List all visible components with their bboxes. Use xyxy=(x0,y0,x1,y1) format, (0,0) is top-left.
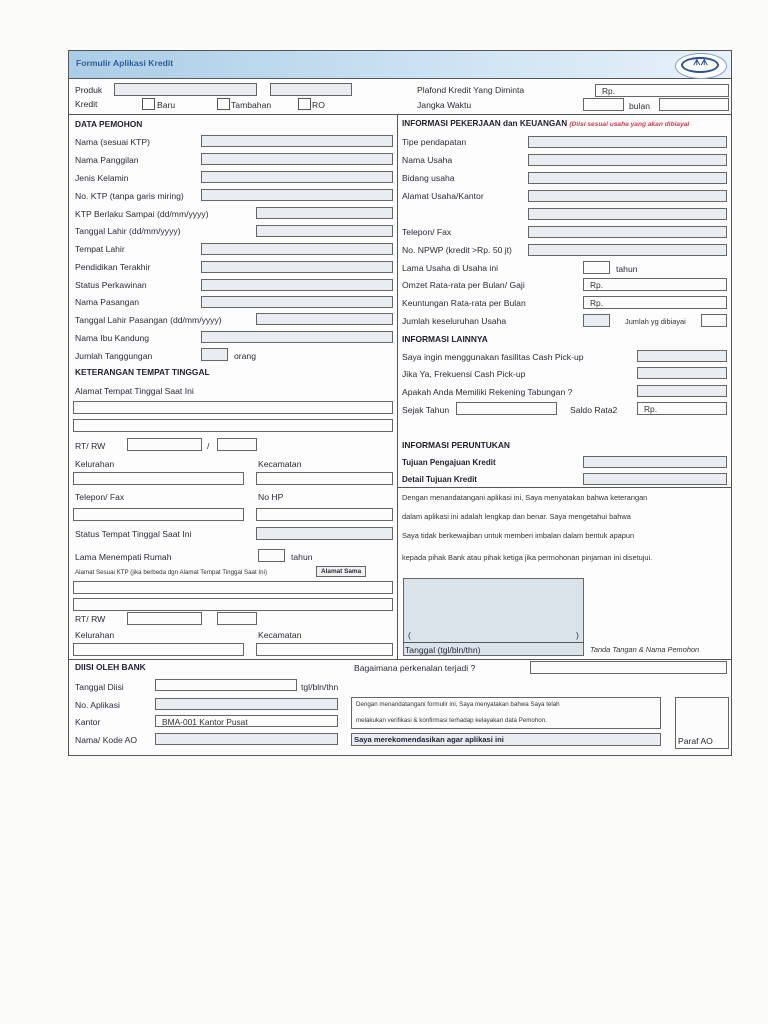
tambahan-label: Tambahan xyxy=(231,100,272,110)
bidang-input[interactable] xyxy=(528,172,727,184)
ao-label: Nama/ Kode AO xyxy=(75,735,138,745)
telepon-usaha-label: Telepon/ Fax xyxy=(402,227,452,237)
kelurahan-label: Kelurahan xyxy=(75,459,115,469)
pendidikan-input[interactable] xyxy=(201,261,393,273)
alamat-usaha-input-2[interactable] xyxy=(528,208,727,220)
detail-input[interactable] xyxy=(583,473,727,485)
sejak-label: Sejak Tahun xyxy=(402,405,450,415)
divider xyxy=(69,114,731,115)
kelurahan2-input[interactable] xyxy=(73,643,244,656)
alamat-input-2[interactable] xyxy=(73,419,393,432)
omzet-input[interactable]: Rp. xyxy=(583,278,727,291)
alamat-usaha-input-1[interactable] xyxy=(528,190,727,202)
tgl-lahir-label: Tanggal Lahir (dd/mm/yyyy) xyxy=(75,226,181,236)
kantor-label: Kantor xyxy=(75,717,101,727)
tipe-input[interactable] xyxy=(528,136,727,148)
rt-input[interactable] xyxy=(127,438,202,451)
perkenalan-input[interactable] xyxy=(530,661,727,674)
alamat-ktp-input-2[interactable] xyxy=(73,598,393,611)
saldo-input[interactable]: Rp. xyxy=(637,402,727,415)
frekuensi-input[interactable] xyxy=(637,367,727,379)
jangka-input[interactable] xyxy=(583,98,624,111)
lainnya-heading: INFORMASI LAINNYA xyxy=(402,334,488,344)
rt2-input[interactable] xyxy=(127,612,202,625)
frekuensi-label: Jika Ya, Frekuensi Cash Pick-up xyxy=(402,369,526,379)
tujuan-input[interactable] xyxy=(583,456,727,468)
data-pemohon-heading: DATA PEMOHON xyxy=(75,119,143,129)
perkenalan-label: Bagaimana perkenalan terjadi ? xyxy=(354,663,476,673)
jumlah-usaha-label: Jumlah keseluruhan Usaha xyxy=(402,316,507,326)
alamat-ktp-input-1[interactable] xyxy=(73,581,393,594)
lama-usaha-label: Lama Usaha di Usaha ini xyxy=(402,263,499,273)
tanggungan-input[interactable] xyxy=(201,348,228,361)
rw-input[interactable] xyxy=(217,438,257,451)
ao-input[interactable] xyxy=(155,733,338,745)
paraf-label: Paraf AO xyxy=(678,736,713,746)
paren-close: ) xyxy=(576,630,579,640)
hp-label: No HP xyxy=(258,492,284,502)
ro-checkbox[interactable] xyxy=(298,98,311,110)
divider xyxy=(69,659,731,660)
rw2-input[interactable] xyxy=(217,612,257,625)
rekomendasi-label: Saya merekomendasikan agar aplikasi ini xyxy=(354,735,504,744)
tanggal-diisi-label: Tanggal Diisi xyxy=(75,682,124,692)
jangka-label: Jangka Waktu xyxy=(417,100,472,110)
nama-label: Nama (sesuai KTP) xyxy=(75,137,150,147)
orang-label: orang xyxy=(234,351,256,361)
alamat-ktp-label: Alamat Sesuai KTP (jika berbeda dgn Alamat Tempat Tinggal Saat Ini) xyxy=(75,569,268,576)
statement-line-2: dalam aplikasi ini adalah lengkap dan benar. Saya mengetahui bahwa xyxy=(402,512,631,521)
ttd-label: Tanda Tangan & Nama Pemohon xyxy=(590,645,700,654)
nama-usaha-label: Nama Usaha xyxy=(402,155,453,165)
lama-usaha-tahun: tahun xyxy=(616,264,638,274)
rekening-label: Apakah Anda Memiliki Rekening Tabungan ? xyxy=(402,387,573,397)
pekerjaan-heading: INFORMASI PEKERJAAN dan KEUANGAN (Diisi sesuai usaha yang akan dibiayai xyxy=(402,119,690,128)
ktp-label: No. KTP (tanpa garis miring) xyxy=(75,191,184,201)
tglblnthn-label: tgl/bln/thn xyxy=(301,682,339,692)
statement-line-1: Dengan menandatangani aplikasi ini, Saya menyatakan bahwa keterangan xyxy=(402,493,648,502)
baru-label: Baru xyxy=(157,100,176,110)
rtrw2-label: RT/ RW xyxy=(75,614,106,624)
panggilan-input[interactable] xyxy=(201,153,393,165)
tgl-pasangan-label: Tanggal Lahir Pasangan (dd/mm/yyyy) xyxy=(75,315,222,325)
form-title-bar xyxy=(69,51,731,79)
tempat-lahir-label: Tempat Lahir xyxy=(75,244,125,254)
rtrw-label: RT/ RW xyxy=(75,441,106,451)
sejak-input[interactable] xyxy=(456,402,557,415)
ibu-label: Nama Ibu Kandung xyxy=(75,333,150,343)
kelamin-input[interactable] xyxy=(201,171,393,183)
tempat-tinggal-heading: KETERANGAN TEMPAT TINGGAL xyxy=(75,367,210,377)
paren-open: ( xyxy=(408,630,411,640)
detail-label: Detail Tujuan Kredit xyxy=(402,475,477,484)
telepon-input[interactable] xyxy=(73,508,244,521)
tahun-label: tahun xyxy=(291,552,313,562)
nama-input[interactable] xyxy=(201,135,393,147)
status-tt-label: Status Tempat Tinggal Saat Ini xyxy=(75,529,192,539)
ibu-input[interactable] xyxy=(201,331,393,343)
bank-heading: DIISI OLEH BANK xyxy=(75,662,146,672)
panggilan-label: Nama Panggilan xyxy=(75,155,139,165)
rtrw-slash: / xyxy=(207,441,210,451)
status-input[interactable] xyxy=(201,279,393,291)
kantor-input[interactable]: BMA-001 Kantor Pusat xyxy=(155,715,338,727)
kecamatan-label: Kecamatan xyxy=(258,459,302,469)
peruntukan-heading: INFORMASI PERUNTUKAN xyxy=(402,440,510,450)
kelurahan2-label: Kelurahan xyxy=(75,630,115,640)
ktp-berlaku-label: KTP Berlaku Sampai (dd/mm/yyyy) xyxy=(75,209,209,219)
nama-usaha-input[interactable] xyxy=(528,154,727,166)
saldo-label: Saldo Rata2 xyxy=(570,405,618,415)
telepon-usaha-input[interactable] xyxy=(528,226,727,238)
jangka-extra-input[interactable] xyxy=(659,98,729,111)
column-divider xyxy=(397,114,398,659)
ktp-input[interactable] xyxy=(201,189,393,201)
ktp-berlaku-input[interactable] xyxy=(256,207,393,219)
alamat-input-1[interactable] xyxy=(73,401,393,414)
jumlah-usaha-input[interactable] xyxy=(583,314,610,327)
kecamatan2-label: Kecamatan xyxy=(258,630,302,640)
credit-application-form xyxy=(68,50,732,756)
produk-input-2[interactable] xyxy=(270,83,352,96)
npwp-label: No. NPWP (kredit >Rp. 50 jt) xyxy=(402,245,512,255)
tgl-lahir-input[interactable] xyxy=(256,225,393,237)
aplikasi-input[interactable] xyxy=(155,698,338,710)
npwp-input[interactable] xyxy=(528,244,727,256)
omzet-label: Omzet Rata-rata per Bulan/ Gaji xyxy=(402,280,525,290)
aplikasi-label: No. Aplikasi xyxy=(75,700,120,710)
kelurahan-input[interactable] xyxy=(73,472,244,485)
lama-label: Lama Menempati Rumah xyxy=(75,552,172,562)
plafond-input[interactable]: Rp. xyxy=(595,84,729,97)
alamat-label: Alamat Tempat Tinggal Saat Ini xyxy=(75,386,194,396)
cash-label: Saya ingin menggunakan fasilitas Cash Pick-up xyxy=(402,352,584,362)
tempat-lahir-input[interactable] xyxy=(201,243,393,255)
telepon-label: Telepon/ Fax xyxy=(75,492,125,502)
rekening-input[interactable] xyxy=(637,385,727,397)
pendidikan-label: Pendidikan Terakhir xyxy=(75,262,151,272)
kelamin-label: Jenis Kelamin xyxy=(75,173,129,183)
tujuan-label: Tujuan Pengajuan Kredit xyxy=(402,458,496,467)
baru-checkbox[interactable] xyxy=(142,98,155,110)
jumlah-dibiayai-input[interactable] xyxy=(701,314,727,327)
tipe-label: Tipe pendapatan xyxy=(402,137,467,147)
alamat-usaha-label: Alamat Usaha/Kantor xyxy=(402,191,484,201)
signature-line xyxy=(403,642,584,643)
keuntungan-input[interactable]: Rp. xyxy=(583,296,727,309)
pasangan-input[interactable] xyxy=(201,296,393,308)
bank-statement-line-2: melakukan verifikasi & konfirmasi terhadap kelayakan data Pemohon. xyxy=(356,717,547,724)
tambahan-checkbox[interactable] xyxy=(217,98,230,110)
produk-input[interactable] xyxy=(114,83,257,96)
divider xyxy=(398,487,731,488)
lama-usaha-input[interactable] xyxy=(583,261,610,274)
kredit-label: Kredit xyxy=(75,99,98,109)
status-tt-input[interactable] xyxy=(256,527,393,540)
bank-logo-icon: ᗑᗑ xyxy=(675,53,727,79)
keuntungan-label: Keuntungan Rata-rata per Bulan xyxy=(402,298,526,308)
alamat-sama-button[interactable]: Alamat Sama xyxy=(316,566,366,577)
statement-line-3: Saya tidak berkewajiban untuk memberi imbalan dalam bentuk apapun xyxy=(402,531,635,540)
statement-line-4: kepada pihak Bank atau pihak ketiga jika permohonan pinjaman ini disetujui. xyxy=(402,553,653,562)
plafond-label: Plafond Kredit Yang Diminta xyxy=(417,85,525,95)
ro-label: RO xyxy=(312,100,325,110)
tanggal-ttd-label: Tanggal (tgl/bln/thn) xyxy=(405,645,481,655)
tanggal-diisi-input[interactable] xyxy=(155,679,297,691)
jumlah-dibiayai-label: Jumlah yg dibiayai xyxy=(625,317,686,326)
kecamatan-input[interactable] xyxy=(256,472,393,485)
tanggungan-label: Jumlah Tanggungan xyxy=(75,351,153,361)
hp-input[interactable] xyxy=(256,508,393,521)
status-label: Status Perkawinan xyxy=(75,280,147,290)
bank-statement-line-1: Dengan menandatangani formulir ini, Saya menyatakan bahwa Saya telah xyxy=(356,701,560,708)
kecamatan2-input[interactable] xyxy=(256,643,393,656)
bidang-label: Bidang usaha xyxy=(402,173,455,183)
produk-label: Produk xyxy=(75,85,103,95)
cash-input[interactable] xyxy=(637,350,727,362)
form-title: Formulir Aplikasi Kredit xyxy=(76,58,174,68)
bulan-label: bulan xyxy=(629,101,651,111)
lama-input[interactable] xyxy=(258,549,285,562)
pasangan-label: Nama Pasangan xyxy=(75,297,140,307)
tgl-pasangan-input[interactable] xyxy=(256,313,393,325)
